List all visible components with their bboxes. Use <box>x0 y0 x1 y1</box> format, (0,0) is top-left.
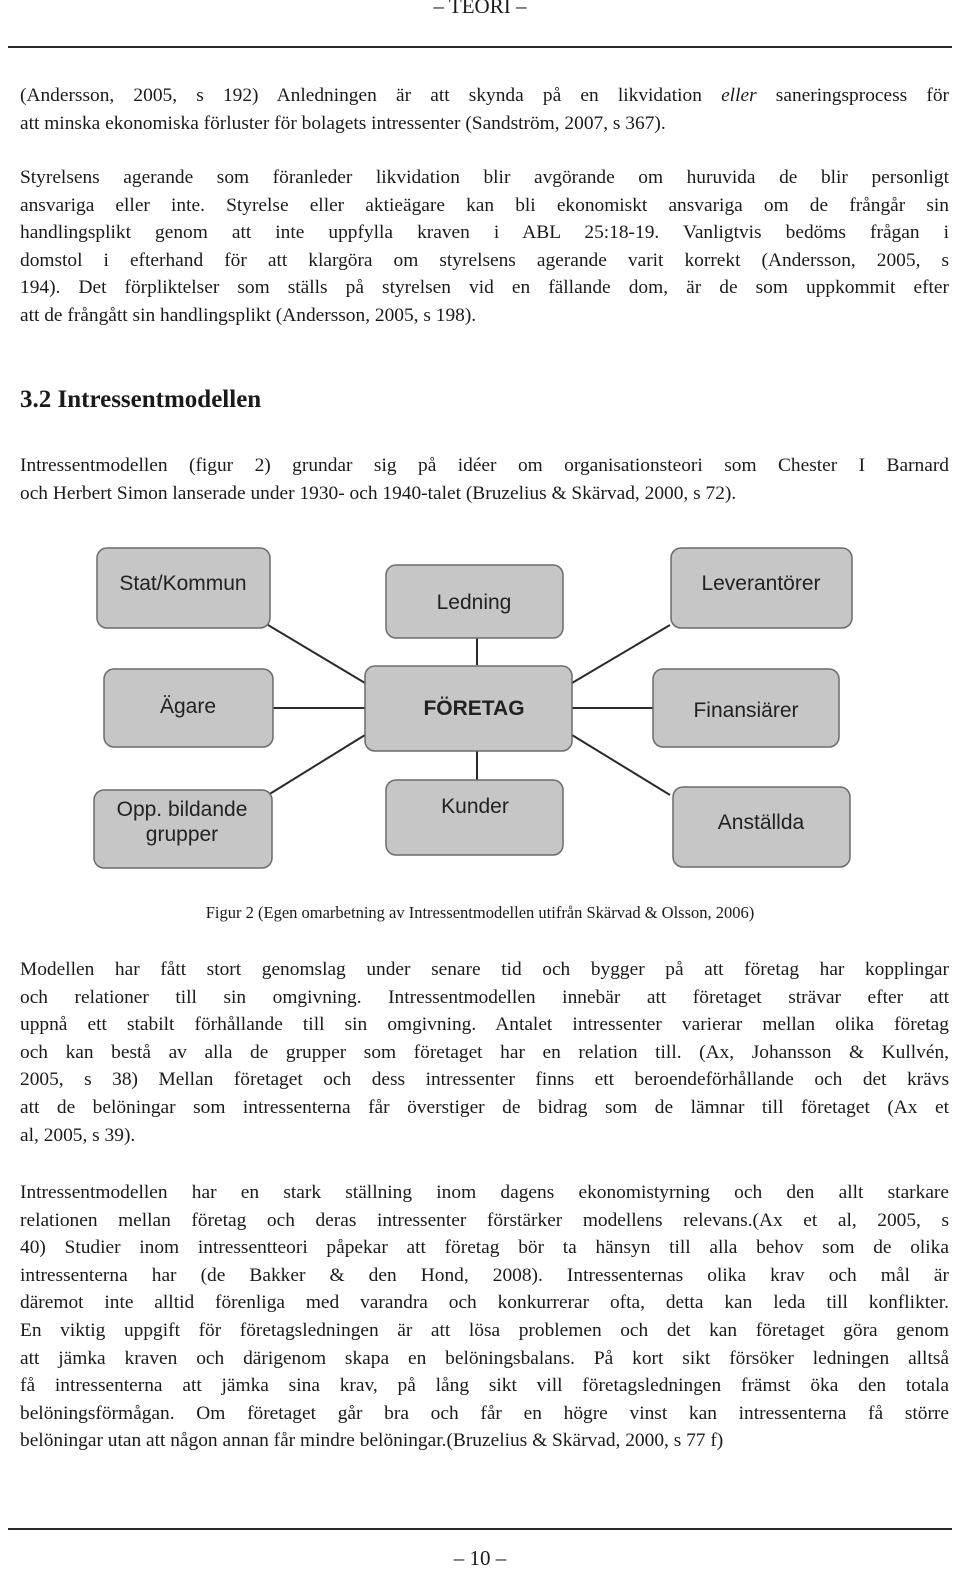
text-line: och Herbert Simon lanserade under 1930- och 1940-talet (Bruzelius & Skärvad, 2000, s 72). <box>20 482 737 504</box>
text-line: domstol i efterhand för att klargöra om styrelsens agerande varit korrekt (Andersson, 2005, s <box>20 249 949 271</box>
paragraph-4 <box>20 956 949 1149</box>
footer-rule <box>8 1528 952 1530</box>
header-rule <box>8 46 952 48</box>
paragraph-5 <box>20 1179 949 1455</box>
box-opp-bildande-grupper <box>94 790 272 868</box>
text-line: att de belöningar som intressenterna får överstiger de bidrag som de lämnar till företaget (Ax et <box>20 1096 949 1118</box>
box-finansiarer <box>653 669 839 747</box>
box-ledning <box>386 565 563 638</box>
connector-opp <box>268 735 365 795</box>
figure-caption: Figur 2 (Egen omarbetning av Intressentmodellen utifrån Skärvad & Olsson, 2006) <box>205 903 755 922</box>
stakeholder-diagram <box>90 545 865 870</box>
text-line: och kan bestå av alla de grupper som företaget har en relation till. (Ax, Johansson & Kullvén, <box>20 1041 949 1063</box>
header-title: – TEORI – <box>433 0 527 18</box>
text-line: belöningsförmågan. Om företaget går bra och får en högre vinst kan intressenterna få större <box>20 1402 949 1424</box>
text-line: 40) Studier inom intressentteori påpekar att företag bör ta hänsyn till alla behov som de olika <box>20 1237 949 1259</box>
text-line: (Andersson, 2005, s 192) Anledningen är att skynda på en likvidation eller saneringsprocess för <box>20 85 949 106</box>
section-heading: 3.2 Intressentmodellen <box>20 386 262 413</box>
text-line: att jämka kraven och därigenom skapa en belöningsbalans. På kort sikt försöker ledningen alltså <box>20 1347 949 1369</box>
text-line: däremot inte alltid förenliga med varandra och konkurrerar ofta, detta kan leda till konflikter. <box>20 1292 949 1314</box>
box-label: Ägare <box>159 695 217 718</box>
box-anstallda <box>673 787 850 867</box>
box-label: Stat/Kommun <box>119 572 247 595</box>
text-line: att de frångått sin handlingsplikt (Andersson, 2005, s 198). <box>20 304 477 326</box>
box-agare <box>104 669 273 747</box>
emphasis-text: eller <box>721 85 757 106</box>
box-label: Finansiärer <box>693 699 799 722</box>
text-line: handlingsplikt genom att inte uppfylla kraven i ABL 25:18-19. Vanligtvis bedöms frågan i <box>20 222 949 244</box>
running-header <box>0 0 960 30</box>
text-line: belöningar utan att någon annan får mindre belöningar.(Bruzelius & Skärvad, 2000, s 77 f) <box>20 1430 724 1452</box>
page-number: – 10 – <box>453 1546 507 1570</box>
box-label: Opp. bildande <box>116 798 248 821</box>
box-label: Ledning <box>436 591 512 614</box>
box-label: FÖRETAG <box>423 697 525 720</box>
paragraph-3 <box>20 452 949 507</box>
text-line: uppnå ett stabilt förhållande till sin omgivning. Antalet intressenter varierar mellan olika företag <box>20 1014 949 1036</box>
box-label: Kunder <box>441 795 509 818</box>
text-line: Intressentmodellen har en stark ställning inom dagens ekonomistyrning och den allt starkare <box>20 1182 949 1203</box>
box-foretag <box>365 666 572 751</box>
paragraph-2 <box>20 164 949 330</box>
box-stat-kommun <box>97 548 270 628</box>
text-line: att minska ekonomiska förluster för bolagets intressenter (Sandström, 2007, s 367). <box>20 112 666 134</box>
page-footer <box>0 1546 960 1570</box>
connector-stat-kommun <box>268 625 365 683</box>
paragraph-1 <box>20 82 949 137</box>
text-line: 194). Det förpliktelser som ställs på styrelsen vid en fällande dom, är de som uppkommit efter <box>20 277 949 299</box>
box-label: Anställda <box>717 811 805 834</box>
text-line: relationen mellan företag och deras intressenter förstärker modellens relevans.(Ax et al, 2005, s <box>20 1209 949 1231</box>
box-kunder <box>386 780 563 855</box>
text-line: ansvariga eller inte. Styrelse eller aktieägare kan bli ekonomiskt ansvariga om de frångår sin <box>20 194 949 216</box>
box-leverantorer <box>671 548 852 628</box>
box-label: grupper <box>145 823 219 846</box>
text-line: intressenterna har (de Bakker & den Hond, 2008). Intressenternas olika krav och mål är <box>20 1264 949 1286</box>
text-line: En viktig uppgift för företagsledningen är att lösa problemen och det kan företaget göra genom <box>20 1319 949 1341</box>
text-line: och relationer till sin omgivning. Intressentmodellen innebär att företaget strävar efter att <box>20 986 949 1008</box>
box-label: Leverantörer <box>701 572 821 595</box>
text-line: Intressentmodellen (figur 2) grundar sig på idéer om organisationsteori som Chester I Barnard <box>20 455 949 476</box>
text-line: al, 2005, s 39). <box>20 1124 136 1146</box>
text-line: Modellen har fått stort genomslag under senare tid och bygger på att företag har kopplingar <box>20 959 949 980</box>
text-line: få intressenterna att jämka sina krav, på lång sikt vill företagsledningen främst öka den totala <box>20 1375 949 1397</box>
text-line: Styrelsens agerande som föranleder likvidation blir avgörande om huruvida de blir personligt <box>20 167 949 188</box>
text-line: 2005, s 38) Mellan företaget och dess intressenter finns ett beroendeförhållande och det krävs <box>20 1069 949 1091</box>
